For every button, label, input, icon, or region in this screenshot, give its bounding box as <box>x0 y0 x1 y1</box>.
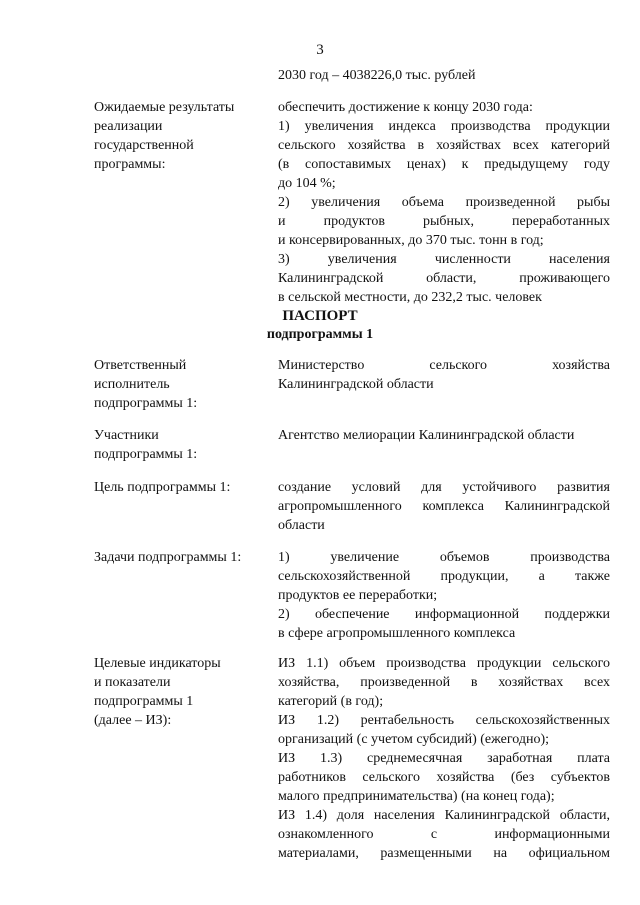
participants-label: Участники подпрограммы 1: <box>94 428 198 462</box>
expected-results-label: Ожидаемые результаты реализации государственной программы: <box>94 100 235 172</box>
tasks-text: 1) увеличение объемов производства сельскохозяйственной продукции, а также продуктов ее переработки; 2) обеспечение информационной поддержки в сфере агропромышленного комплекса <box>278 550 610 641</box>
tasks-label: Задачи подпрограммы 1: <box>94 550 242 565</box>
expected-results-text: обеспечить достижение к концу 2030 года: 1) увеличения индекса производства продукции сельского хозяйства в хозяйствах всех категорий (в сопоставимых ценах) к предыдущему году до 104 %; 2) увеличения объема произведенной рыбы и продуктов рыбных, переработанных и консервированных, до 370 тыс. тонн в год; 3) увеличения численности населения Калининградской области, проживающего в сельской местности, до 232,2 тыс. человек <box>278 100 610 305</box>
responsible-text: Министерство сельского хозяйства Калининградской области <box>278 358 610 392</box>
indicators-text: ИЗ 1.1) объем производства продукции сельского хозяйства, произведенной в хозяйствах всех категорий (в год); ИЗ 1.2) рентабельность сельскохозяйственных организаций (с учетом субсидий) (ежегодно); ИЗ 1.3) среднемесячная заработная плата работников сельского хозяйства (без субъектов малого предпринимательства) (на конец года); ИЗ 1.4) доля населения Калининградской области, ознакомленного с информационными материалами, размещенными на официальном <box>278 656 610 861</box>
page-number: 3 <box>316 42 324 58</box>
responsible-label: Ответственный исполнитель подпрограммы 1: <box>94 358 198 411</box>
indicators-label: Целевые индикаторы и показатели подпрограммы 1 (далее – ИЗ): <box>94 656 221 728</box>
passport-title: ПАСПОРТ <box>282 308 358 324</box>
participants-text: Агентство мелиорации Калининградской области <box>278 428 575 443</box>
funding-line: 2030 год – 4038226,0 тыс. рублей <box>278 68 476 83</box>
goal-text: создание условий для устойчивого развития агропромышленного комплекса Калининградской области <box>278 480 610 533</box>
goal-label: Цель подпрограммы 1: <box>94 480 231 495</box>
passport-subtitle: подпрограммы 1 <box>266 327 374 342</box>
funding-line-block <box>278 66 610 85</box>
